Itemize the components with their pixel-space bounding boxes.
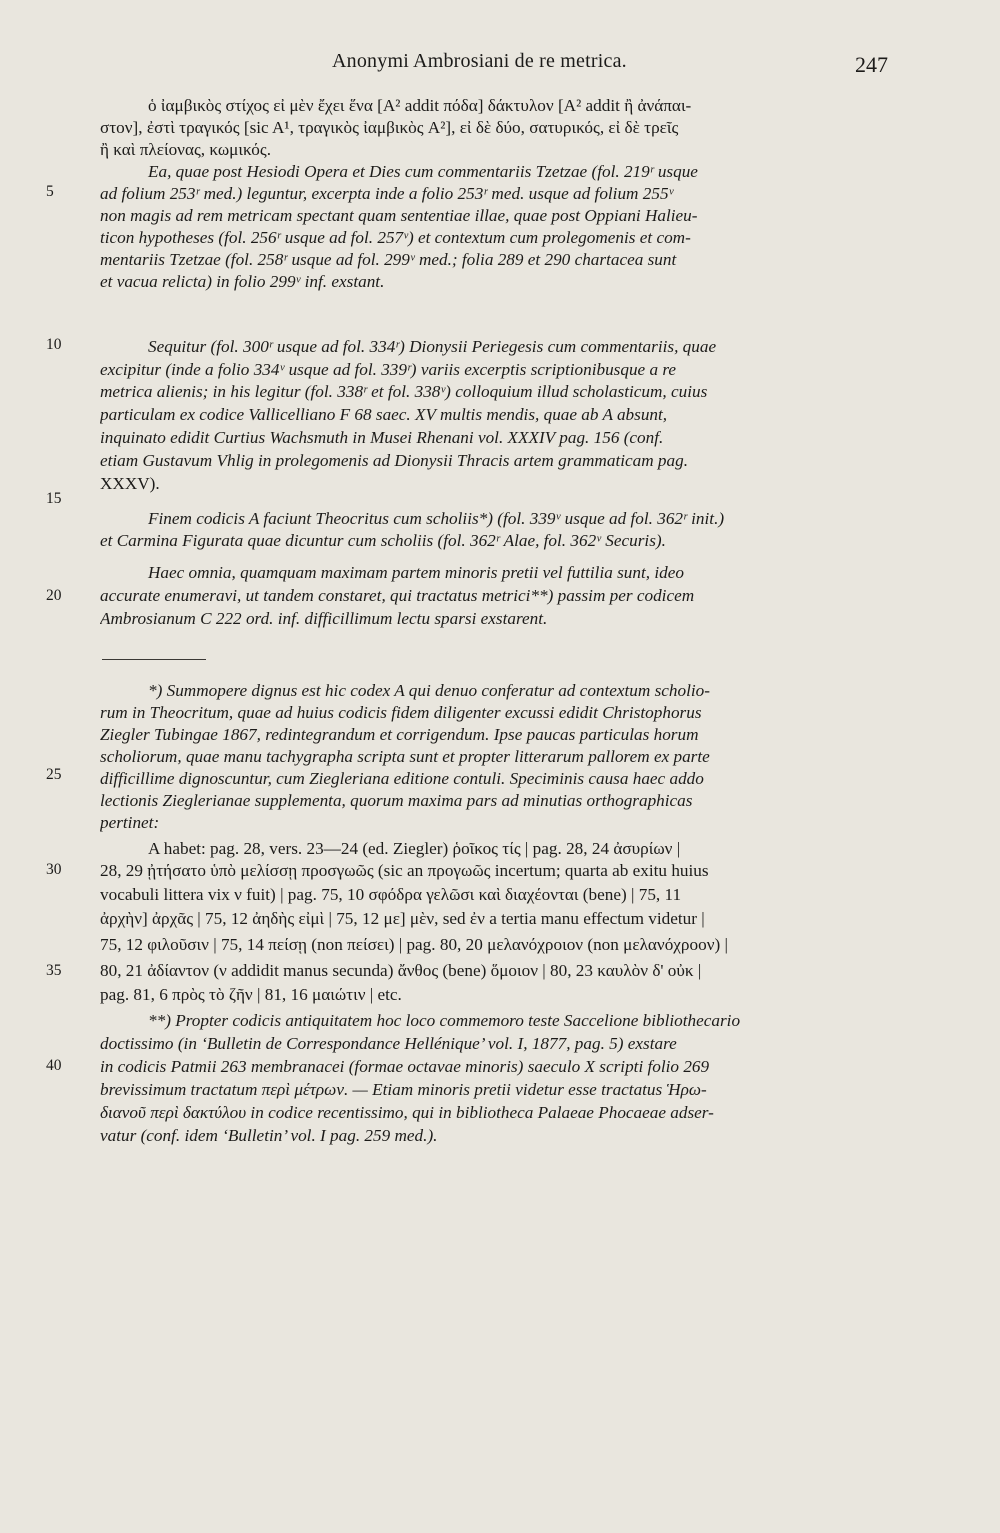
text-line: ticon hypotheses (fol. 256ʳ usque ad fol. 257ᵛ) et contextum cum prolegomenis et com- — [100, 228, 691, 247]
line-number: 10 — [46, 336, 62, 353]
page-header — [100, 50, 888, 82]
footnote-line: 80, 21 ἀδίαντον (ν addidit manus secunda) ἄνθος (bene) ὅμοιον | 80, 23 καυλὸν δ' οὐκ | — [100, 961, 702, 980]
text-line: Finem codicis A faciunt Theocritus cum scholiis*) (fol. 339ᵛ usque ad fol. 362ʳ init.) — [148, 509, 725, 528]
footnote-line: 28, 29 ᾐτήσατο ὑπὸ μελίσσῃ προσγωῶς (sic an προγωῶς incertum; quarta ab exitu huius — [100, 861, 709, 880]
line-number: 35 — [46, 962, 62, 979]
footnote-line: vatur (conf. idem ‘Bulletin’ vol. I pag. 259 med.). — [100, 1126, 438, 1145]
text-line: non magis ad rem metricam spectant quam sententiae illae, quae post Oppiani Halieu- — [100, 206, 698, 225]
footnote-line: in codicis Patmii 263 membranacei (formae octavae minoris) saeculo X scripti folio 269 — [100, 1057, 710, 1076]
text-line: et vacua relicta) in folio 299ᵛ inf. exstant. — [100, 272, 385, 291]
footnote-line: A habet: pag. 28, vers. 23—24 (ed. Ziegler) ῥοῖκος τίς | pag. 28, 24 ἀσυρίων | — [148, 839, 681, 858]
footnote-line: 75, 12 φιλοῦσιν | 75, 14 πείσῃ (non πείσει) | pag. 80, 20 μελανόχροιον (non μελανόχροον) | — [100, 935, 728, 954]
text-line: Ea, quae post Hesiodi Opera et Dies cum commentariis Tzetzae (fol. 219ʳ usque — [148, 162, 698, 181]
footnote-separator — [102, 659, 206, 660]
footnote-line: pertinet: — [100, 813, 160, 832]
line-number: 20 — [46, 587, 62, 604]
line-number: 40 — [46, 1057, 62, 1074]
text-line: Sequitur (fol. 300ʳ usque ad fol. 334ʳ) Dionysii Periegesis cum commentariis, quae — [148, 337, 717, 356]
footnote-line: ἀρχὴν] ἀρχᾶς | 75, 12 ἀηδὴς εἰμὶ | 75, 12 με] μὲν, sed ἐν a tertia manu effectum videtur | — [100, 909, 705, 928]
text-line: ἢ καὶ πλείονας, κωμικός. — [100, 140, 271, 159]
text-line: XXXV). — [100, 474, 160, 493]
footnote-line: lectionis Zieglerianae supplementa, quorum maxima pars ad minutias orthographicas — [100, 791, 693, 810]
footnote-line: difficillime dignoscuntur, cum Ziegleriana editione contuli. Speciminis causa haec addo — [100, 769, 704, 788]
line-number: 25 — [46, 766, 62, 783]
text-line: accurate enumeravi, ut tandem constaret, qui tractatus metrici**) passim per codicem — [100, 586, 695, 605]
text-line: metrica alienis; in his legitur (fol. 338ʳ et fol. 338ᵛ) colloquium illud scholasticum, cuius — [100, 382, 708, 401]
footnote-line: pag. 81, 6 πρὸς τὸ ζῆν | 81, 16 μαιώτιν | etc. — [100, 985, 402, 1004]
footnote-line: διανοῦ περὶ δακτύλου in codice recentissimo, qui in bibliotheca Palaeae Phocaeae adser- — [100, 1103, 714, 1122]
text-line: ad folium 253ʳ med.) leguntur, excerpta inde a folio 253ʳ med. usque ad folium 255ᵛ — [100, 184, 674, 203]
footnote-line: Ziegler Tubingae 1867, redintegrandum et corrigendum. Ipse paucas particulas horum — [100, 725, 699, 744]
line-number: 30 — [46, 861, 62, 878]
footnote-line: rum in Theocritum, quae ad huius codicis fidem diligenter excussi edidit Christophorus — [100, 703, 702, 722]
text-line: inquinato edidit Curtius Wachsmuth in Musei Rhenani vol. XXXIV pag. 156 (conf. — [100, 428, 664, 447]
text-line: Ambrosianum C 222 ord. inf. difficillimum lectu sparsi exstarent. — [100, 609, 548, 628]
text-line: Haec omnia, quamquam maximam partem minoris pretii vel futtilia sunt, ideo — [148, 563, 684, 582]
text-line: et Carmina Figurata quae dicuntur cum scholiis (fol. 362ʳ Alae, fol. 362ᵛ Securis). — [100, 531, 666, 550]
line-number: 5 — [46, 183, 54, 200]
footnote-line: *) Summopere dignus est hic codex A qui denuo conferatur ad contextum scholio- — [148, 681, 710, 700]
text-line: mentariis Tzetzae (fol. 258ʳ usque ad fol. 299ᵛ med.; folia 289 et 290 chartacea sunt — [100, 250, 677, 269]
running-title: Anonymi Ambrosiani de re metrica. — [332, 50, 627, 72]
footnote-line: vocabuli littera vix ν fuit) | pag. 75, 10 σφόδρα γελῶσι καὶ διαχέονται (bene) | 75, 11 — [100, 885, 682, 904]
text-line: ὁ ἰαμβικὸς στίχος εἰ μὲν ἔχει ἕνα [A² addit πόδα] δάκτυλον [A² addit ἢ ἀνάπαι- — [148, 96, 692, 115]
text-line: etiam Gustavum Vhlig in prolegomenis ad Dionysii Thracis artem grammaticam pag. — [100, 451, 688, 470]
line-number: 15 — [46, 490, 62, 507]
footnote-line: doctissimo (in ‘Bulletin de Correspondance Hellénique’ vol. I, 1877, pag. 5) exstare — [100, 1034, 677, 1053]
page-number: 247 — [855, 52, 888, 77]
text-line: particulam ex codice Vallicelliano F 68 saec. XV multis mendis, quae ab A absunt, — [100, 405, 668, 424]
footnote-line: brevissimum tractatum περὶ μέτρων. — Etiam minoris pretii videtur esse tractatus Ἡρω- — [100, 1080, 707, 1099]
footnote-line: scholiorum, quae manu tachygrapha scripta sunt et propter litterarum pallorem ex parte — [100, 747, 710, 766]
text-line: excipitur (inde a folio 334ᵛ usque ad fol. 339ʳ) variis excerptis scriptionibusque a re — [100, 360, 677, 379]
text-line: στον], ἐστὶ τραγικός [sic A¹, τραγικὸς ἰαμβικὸς A²], εἰ δὲ δύο, σατυρικός, εἰ δὲ τρεῖς — [100, 118, 679, 137]
footnote-line: **) Propter codicis antiquitatem hoc loco commemoro teste Saccelione bibliothecario — [148, 1011, 741, 1030]
